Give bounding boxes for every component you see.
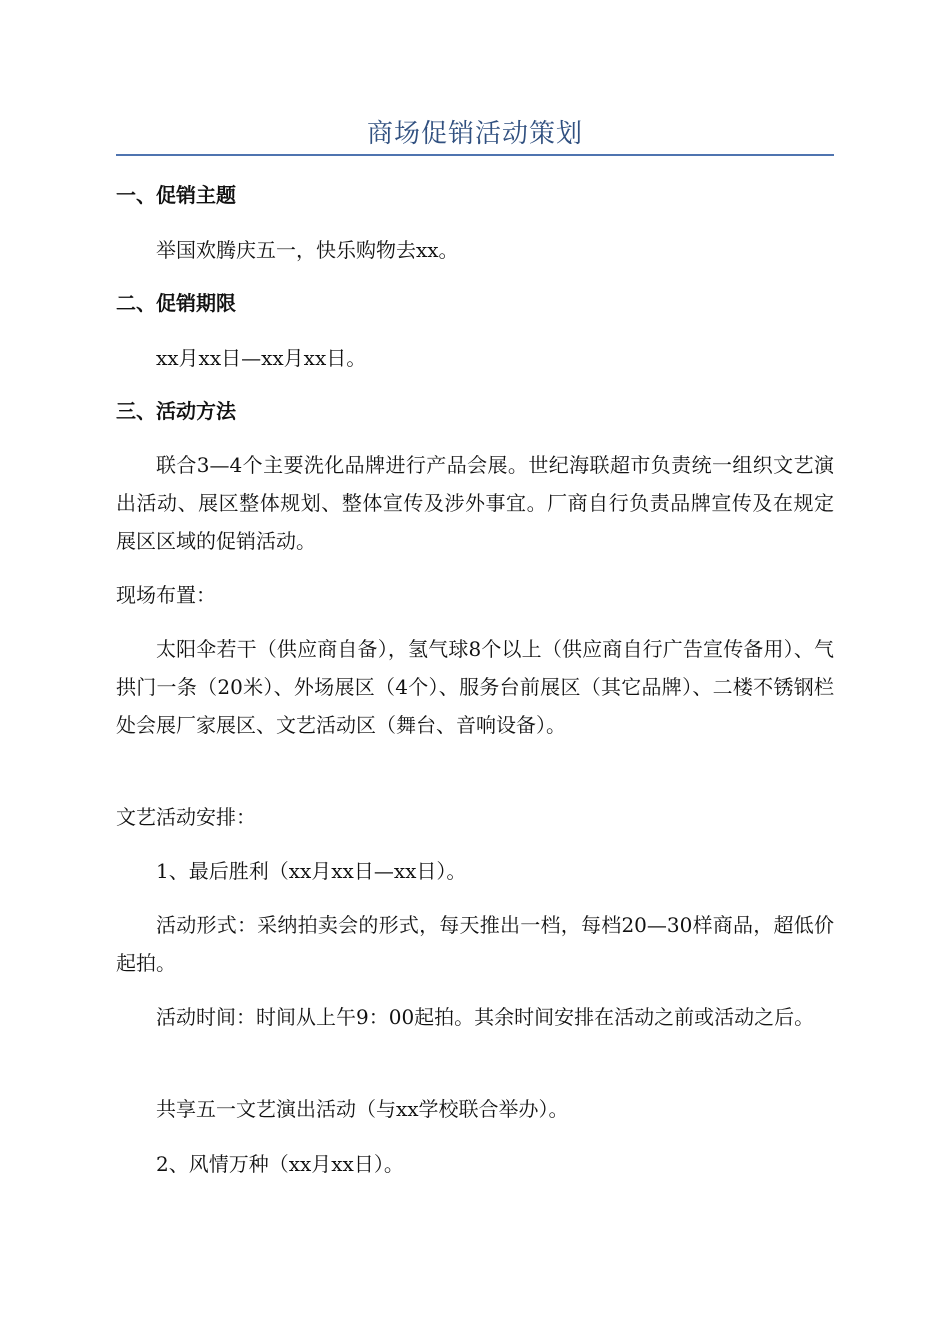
section-heading-method: 三、活动方法 <box>116 399 236 423</box>
paragraph-method: 联合3—4个主要洗化品牌进行产品会展。世纪海联超市负责统一组织文艺演出活动、展区整体规划、整体宣传及涉外事宜。厂商自行负责品牌宣传及在规定展区区域的促销活动。 <box>116 453 834 553</box>
paragraph-item-1: 1、最后胜利（xx月xx日—xx日）。 <box>156 859 467 883</box>
paragraph-site: 太阳伞若干（供应商自备），氢气球8个以上（供应商自行广告宣传备用）、气拱门一条（20米）、外场展区（4个）、服务台前展区（其它品牌）、二楼不锈钢栏处会展厂家展区、文艺活动区（舞台、音响设备）。 <box>116 637 834 737</box>
paragraph-site-label: 现场布置： <box>116 583 216 607</box>
paragraph-theme: 举国欢腾庆五一，快乐购物去xx。 <box>156 238 459 262</box>
paragraph-item-2: 2、风情万种（xx月xx日）。 <box>156 1152 404 1176</box>
title-divider <box>116 154 834 156</box>
paragraph-activity-time: 活动时间：时间从上午9：00起拍。其余时间安排在活动之前或活动之后。 <box>156 1005 815 1029</box>
paragraph-shared-show: 共享五一文艺演出活动（与xx学校联合举办）。 <box>156 1097 569 1121</box>
paragraph-arts-label: 文艺活动安排： <box>116 805 256 829</box>
paragraph-activity-form: 活动形式：采纳拍卖会的形式，每天推出一档，每档20—30样商品，超低价起拍。 <box>116 913 834 975</box>
document-title: 商场促销活动策划 <box>366 119 583 149</box>
section-heading-period: 二、促销期限 <box>116 291 236 315</box>
paragraph-period: xx月xx日—xx月xx日。 <box>156 346 367 370</box>
section-heading-theme: 一、促销主题 <box>116 183 236 207</box>
